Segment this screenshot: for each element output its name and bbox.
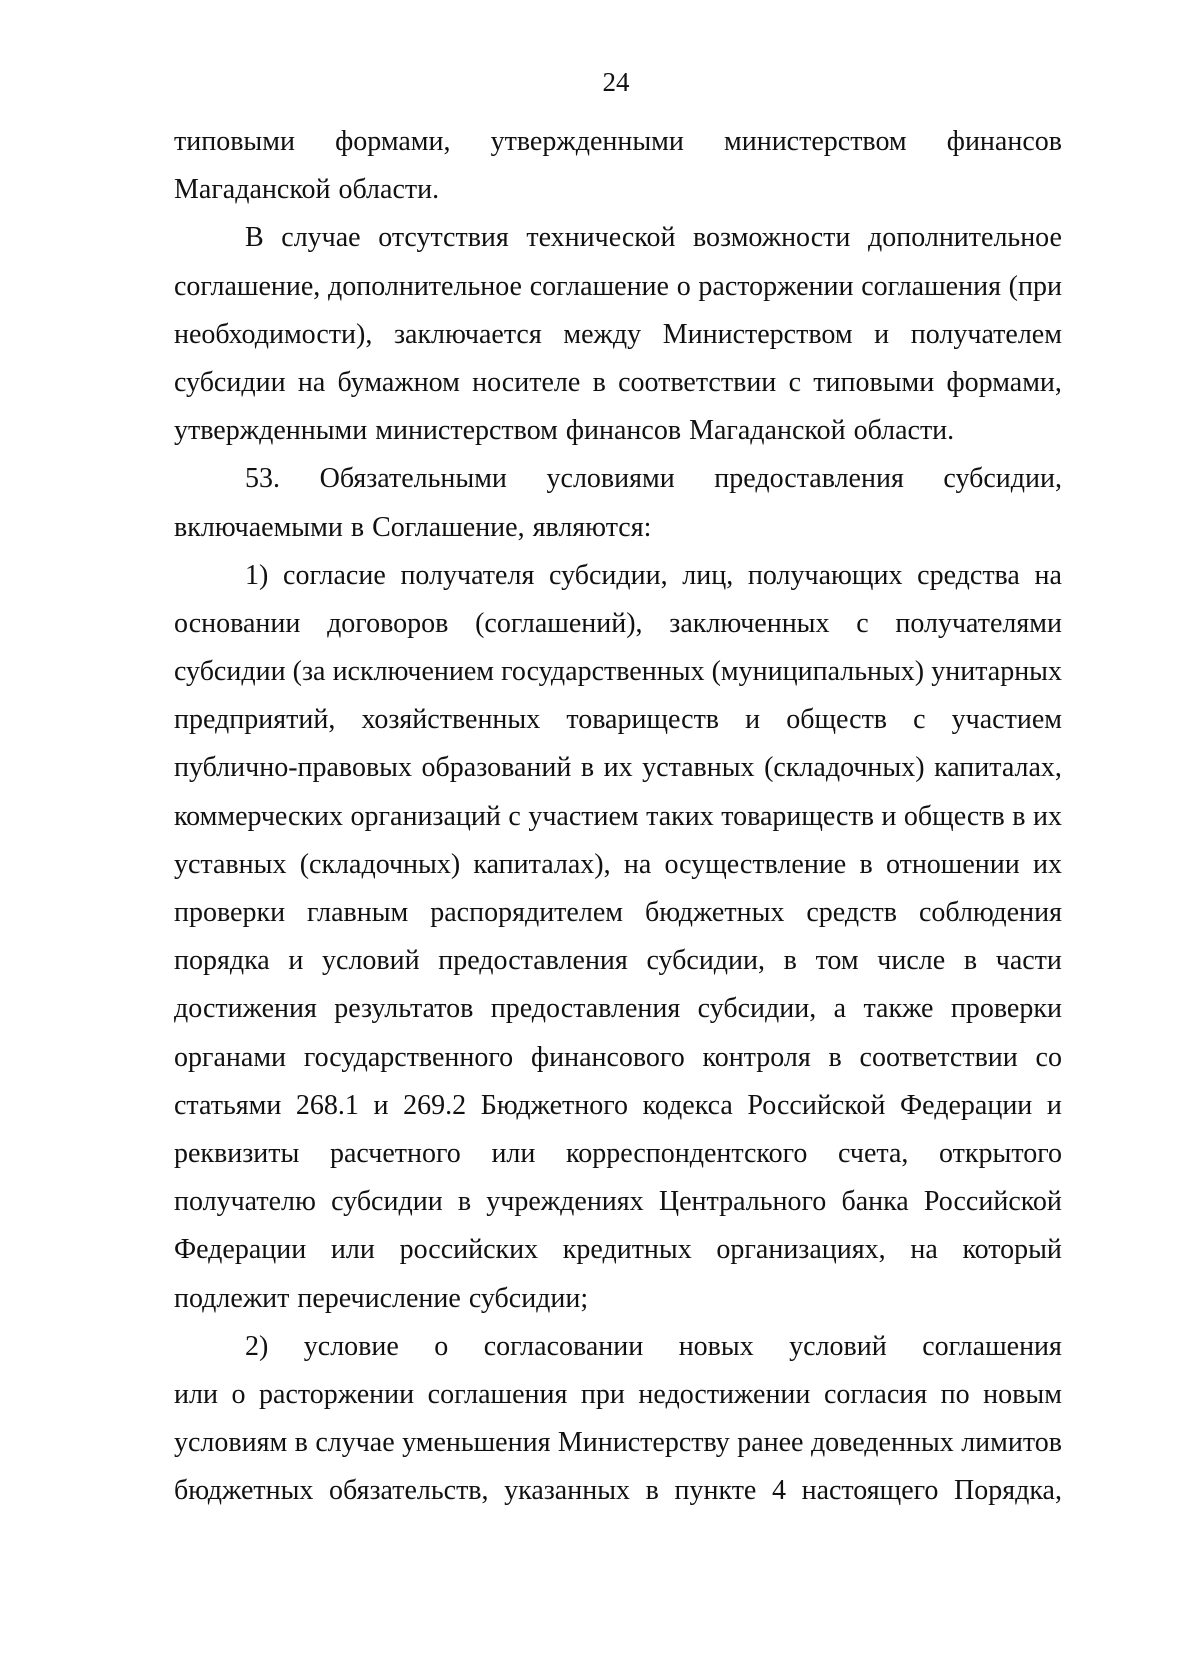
text-line: Федерации или российских кредитных организациях, на который — [174, 1234, 1062, 1266]
text-line: условиям в случае уменьшения Министерству ранее доведенных лимитов — [174, 1427, 1062, 1459]
text-line: или о расторжении соглашения при недостижении согласия по новым — [174, 1378, 1062, 1410]
text-line: порядка и условий предоставления субсидии, в том числе в части — [174, 945, 1062, 977]
text-line: субсидии на бумажном носителе в соответствии с типовыми формами, — [174, 366, 1062, 398]
text-line: реквизиты расчетного или корреспондентского счета, открытого — [174, 1137, 1062, 1169]
text-line: субсидии (за исключением государственных (муниципальных) унитарных — [174, 656, 1062, 688]
text-line: основании договоров (соглашений), заключенных с получателями — [174, 607, 1062, 639]
text-line: подлежит перечисление субсидии; — [174, 1282, 589, 1314]
text-line: проверки главным распорядителем бюджетных средств соблюдения — [174, 897, 1062, 928]
text-line: типовыми формами, утвержденными министерством финансов — [174, 126, 1062, 157]
text-line: соглашение, дополнительное соглашение о расторжении соглашения (при — [174, 270, 1062, 302]
text-line: 53. Обязательными условиями предоставления субсидии, — [245, 463, 1062, 495]
text-line: статьями 268.1 и 269.2 Бюджетного кодекса Российской Федерации и — [174, 1089, 1062, 1121]
text-line: достижения результатов предоставления субсидии, а также проверки — [174, 993, 1062, 1025]
text-line: В случае отсутствия технической возможности дополнительное — [245, 222, 1062, 254]
document-body — [174, 118, 1062, 1515]
text-line: утвержденными министерством финансов Магаданской области. — [174, 415, 955, 447]
text-line: необходимости), заключается между Министерством и получателем — [174, 318, 1062, 350]
text-line: 1) согласие получателя субсидии, лиц, получающих средства на — [245, 559, 1062, 591]
text-line: уставных (складочных) капиталах), на осуществление в отношении их — [174, 848, 1062, 880]
text-line: коммерческих организаций с участием таких товариществ и обществ в их — [174, 800, 1062, 832]
text-line: органами государственного финансового контроля в соответствии со — [174, 1041, 1062, 1073]
text-line: включаемыми в Соглашение, являются: — [174, 511, 652, 543]
text-line: предприятий, хозяйственных товариществ и обществ с участием — [174, 704, 1062, 736]
text-line: публично-правовых образований в их уставных (складочных) капиталах, — [174, 752, 1062, 784]
page-number: 24 — [602, 67, 630, 97]
text-line: 2) условие о согласовании новых условий соглашения — [245, 1330, 1062, 1362]
text-line: бюджетных обязательств, указанных в пункте 4 настоящего Порядка, — [174, 1475, 1062, 1507]
text-line: Магаданской области. — [174, 174, 440, 206]
text-line: получателю субсидии в учреждениях Центрального банка Российской — [174, 1186, 1062, 1218]
